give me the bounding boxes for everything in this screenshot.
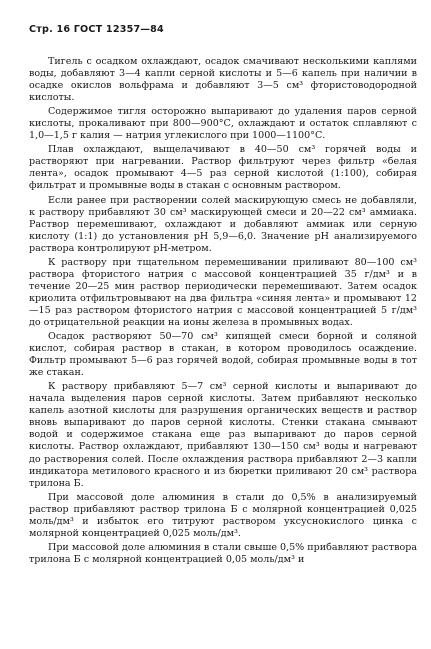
paragraph-8: При массовой доле алюминия в стали до 0,5% в анализируемый раствор прибавляют раствор трилона Б с молярной концентрацией 0,025 моль/дм³ и избыток его титруют раствором уксуснокислого цинка с молярной концентрацией 0,025 моль/дм³.: [29, 491, 417, 539]
paragraph-9: При массовой доле алюминия в стали свыше 0,5% прибавляют раствора трилона Б с молярной концентрацией 0,05 моль/дм³ и: [29, 541, 418, 565]
page-header: Стр. 16 ГОСТ 12357—84: [29, 24, 164, 35]
paragraph-5: К раствору при тщательном перемешивании приливают 80—100 см³ раствора фтористого натрия с массовой концентрацией 35 г/дм³ и в течение 20—25 мин раствор периодически перемешивают. Затем осадок криолита отфильтровывают на два фильтра «синяя лента» и промывают 12—15 раз раствором фтористого натрия с массовой концентрацией 5 г/дм³ до отрицательной реакции на ионы железа в промывных водах.: [29, 256, 417, 328]
paragraph-6: Осадок растворяют 50—70 см³ кипящей смеси борной и соляной кислот, собирая раствор в стакан, в котором проводилось осаждение. Фильтр промывают 5—6 раз горячей водой, собирая промывные воды в тот же стакан.: [29, 331, 417, 379]
paragraph-7: К раствору прибавляют 5—7 см³ серной кислоты и выпаривают до начала выделения паров серной кислоты. Затем прибавляют несколько капель азотной кислоты для разрушения органических веществ и раствор вновь выпаривают до паров серной кислоты. Стенки стакана смывают водой и содержимое стакана еще раз выпаривают до паров серной кислоты. Раствор охлаждают, прибавляют 130—150 см³ воды и нагревают до растворения солей. После охлаждения раствора прибавляют 2—3 капли индикатора метилового красного и из бюретки приливают 20 см³ раствора трилона Б.: [29, 381, 417, 489]
paragraph-3: Плав охлаждают, выщелачивают в 40—50 см³ горячей воды и растворяют при нагревании. Раствор фильтруют через фильтр «белая лента», осадок промывают 4—5 раз серной кислотой (1:100), собирая фильтрат и промывные воды в стакан с основным раствором.: [29, 144, 417, 192]
paragraph-2: Содержимое тигля осторожно выпаривают до удаления паров серной кислоты, прокаливают при 800—900°С, охлаждают и остаток сплавляют с 1,0—1,5 г калия — натрия углекислого при 1000—1100°С.: [29, 106, 417, 142]
paragraph-4: Если ранее при растворении солей маскирующую смесь не добавляли, к раствору прибавляют 30 см³ маскирующей смеси и 20—22 см³ аммиака. Раствор перемешивают, охлаждают и добавляют аммиак или серную кислоту (1:1) до установления рН 5,9—6,0. Значение рН анализируемого раствора контролируют рН-метром.: [29, 194, 417, 254]
paragraph-1: Тигель с осадком охлаждают, осадок смачивают несколькими каплями воды, добавляют 3—4 капли серной кислоты и 5—6 капель при наличии в осадке окислов вольфрама и добавляют 3—5 см³ фтористоводородной кислоты.: [29, 56, 417, 104]
